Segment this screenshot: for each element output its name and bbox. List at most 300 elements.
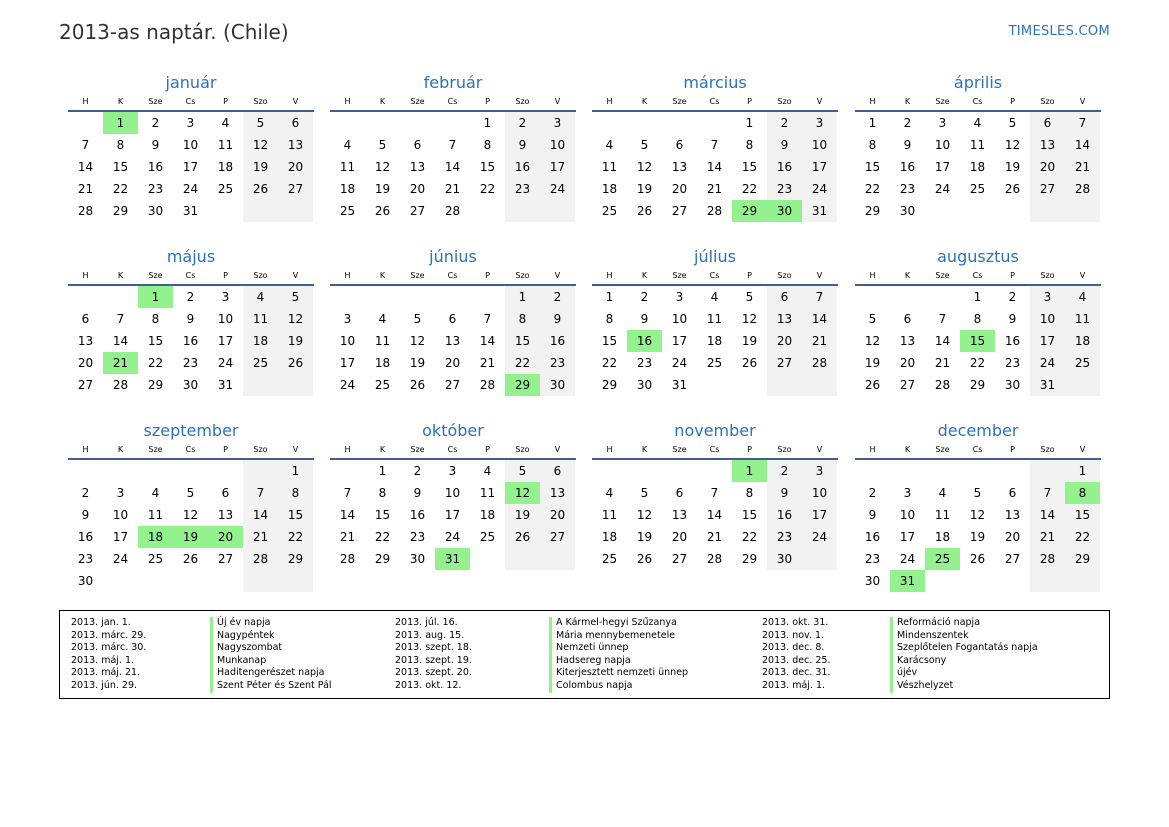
- day-cell: 24: [112, 552, 129, 566]
- weekday-label: Cs: [447, 97, 458, 106]
- day-cell: 19: [741, 334, 758, 348]
- week-row: [68, 482, 314, 504]
- weekday-header: [855, 94, 1101, 112]
- empty-day: [243, 570, 278, 592]
- day-cell: 26: [1004, 182, 1021, 196]
- empty-day: [243, 200, 278, 222]
- day-cell: 19: [505, 504, 540, 526]
- day-cell: 3: [116, 486, 125, 500]
- weekday-label: Cs: [972, 97, 983, 106]
- week-row: [330, 374, 576, 396]
- day-cell: 13: [671, 508, 688, 522]
- day-cell: 30: [182, 378, 199, 392]
- day-cell: 23: [636, 356, 653, 370]
- legend-holiday-name: Nagypéntek: [210, 630, 332, 643]
- empty-day: [627, 112, 662, 134]
- day-cell: 17: [182, 160, 199, 174]
- empty-day: [365, 286, 400, 308]
- weekday-label: V: [816, 445, 823, 454]
- weekday-label: V: [554, 445, 561, 454]
- day-cell: 27: [899, 378, 916, 392]
- day-cell: 29: [732, 200, 767, 222]
- day-cell: 9: [767, 134, 802, 156]
- day-cell: 9: [81, 508, 90, 522]
- day-cell: 22: [112, 182, 129, 196]
- day-cell: 30: [767, 548, 802, 570]
- legend-holiday-name: Kiterjesztett nemzeti ünnep: [549, 667, 688, 680]
- day-cell: 27: [671, 552, 688, 566]
- weekday-label: Cs: [709, 97, 720, 106]
- week-row: [592, 504, 838, 526]
- weekday-label: K: [641, 271, 648, 280]
- legend-date: 2013. júl. 16.: [395, 617, 458, 628]
- weekday-label: H: [344, 97, 351, 106]
- week-row: [68, 330, 314, 352]
- week-row: [68, 352, 314, 374]
- day-cell: 19: [636, 182, 653, 196]
- empty-day: [592, 112, 627, 134]
- day-cell: 26: [741, 356, 758, 370]
- day-cell: 10: [671, 312, 688, 326]
- day-cell: 14: [706, 160, 723, 174]
- week-row: [592, 526, 838, 548]
- day-cell: 17: [217, 334, 234, 348]
- weekday-label: Cs: [709, 271, 720, 280]
- week-row: [330, 200, 576, 222]
- day-cell: 2: [640, 290, 649, 304]
- day-cell: 29: [864, 204, 881, 218]
- day-cell: 30: [636, 378, 653, 392]
- day-cell: 4: [221, 116, 230, 130]
- day-cell: 20: [77, 356, 94, 370]
- day-cell: 11: [1065, 308, 1100, 330]
- weekday-label: K: [641, 445, 648, 454]
- month-január: [68, 72, 314, 222]
- day-cell: 13: [671, 160, 688, 174]
- week-row: [330, 548, 576, 570]
- day-cell: 3: [186, 116, 195, 130]
- weekday-label: V: [1079, 97, 1086, 106]
- empty-day: [400, 286, 435, 308]
- day-cell: 29: [147, 378, 164, 392]
- week-row: [592, 134, 838, 156]
- weekday-label: Sze: [935, 445, 950, 454]
- day-cell: 15: [741, 160, 758, 174]
- legend-date: 2013. dec. 31.: [762, 667, 831, 679]
- week-row: [855, 482, 1101, 504]
- weekday-label: Szo: [253, 445, 268, 454]
- day-cell: 9: [767, 482, 802, 504]
- weekday-label: Szo: [253, 97, 268, 106]
- day-cell: 1: [278, 460, 313, 482]
- day-cell: 22: [278, 526, 313, 548]
- day-cell: 10: [182, 138, 199, 152]
- weekday-label: Sze: [148, 445, 163, 454]
- day-cell: 11: [243, 308, 278, 330]
- day-cell: 21: [706, 182, 723, 196]
- day-cell: 27: [77, 378, 94, 392]
- week-row: [592, 156, 838, 178]
- week-row: [592, 374, 838, 396]
- empty-day: [505, 200, 540, 222]
- day-cell: 19: [1004, 160, 1021, 174]
- legend-date: 2013. dec. 8.: [762, 642, 825, 654]
- week-row: [592, 548, 838, 570]
- empty-day: [732, 374, 767, 396]
- day-cell: 11: [374, 334, 391, 348]
- day-cell: 20: [540, 504, 575, 526]
- empty-day: [330, 286, 365, 308]
- empty-day: [505, 548, 540, 570]
- day-cell: 18: [601, 530, 618, 544]
- day-cell: 4: [151, 486, 160, 500]
- legend-date: 2013. máj. 1.: [762, 679, 826, 691]
- day-cell: 12: [1004, 138, 1021, 152]
- day-cell: 17: [802, 504, 837, 526]
- day-cell: 25: [217, 182, 234, 196]
- empty-day: [68, 460, 103, 482]
- day-cell: 8: [868, 138, 877, 152]
- day-cell: 7: [243, 482, 278, 504]
- day-cell: 20: [671, 182, 688, 196]
- weekday-label: K: [904, 445, 911, 454]
- day-cell: 21: [243, 526, 278, 548]
- day-cell: 13: [1004, 508, 1021, 522]
- day-cell: 14: [1065, 134, 1100, 156]
- weekday-label: K: [117, 97, 124, 106]
- weekday-label: Szo: [515, 97, 530, 106]
- week-row: [592, 482, 838, 504]
- legend-holiday-name: Új év napja: [210, 617, 332, 630]
- day-cell: 11: [339, 160, 356, 174]
- day-cell: 27: [767, 352, 802, 374]
- day-cell: 1: [138, 286, 173, 308]
- day-cell: 28: [77, 204, 94, 218]
- day-cell: 18: [138, 526, 173, 548]
- day-cell: 28: [243, 548, 278, 570]
- day-cell: 20: [1004, 530, 1021, 544]
- empty-day: [802, 374, 837, 396]
- day-cell: 26: [182, 552, 199, 566]
- weekday-label: H: [869, 97, 876, 106]
- day-cell: 14: [934, 334, 951, 348]
- week-row: [855, 548, 1101, 570]
- weekday-label: Cs: [185, 97, 196, 106]
- day-cell: 18: [1065, 330, 1100, 352]
- day-cell: 10: [217, 312, 234, 326]
- empty-day: [470, 200, 505, 222]
- empty-day: [470, 548, 505, 570]
- day-cell: 18: [706, 334, 723, 348]
- weekday-label: Sze: [410, 271, 425, 280]
- empty-day: [278, 570, 313, 592]
- day-cell: 17: [444, 508, 461, 522]
- empty-day: [540, 548, 575, 570]
- weekday-label: K: [379, 97, 386, 106]
- day-cell: 31: [671, 378, 688, 392]
- weekday-label: Sze: [148, 97, 163, 106]
- day-cell: 12: [636, 508, 653, 522]
- day-cell: 8: [745, 486, 754, 500]
- day-cell: 25: [969, 182, 986, 196]
- weekday-label: V: [292, 97, 299, 106]
- legend-date: 2013. jan. 1.: [71, 617, 131, 628]
- day-cell: 18: [479, 508, 496, 522]
- day-cell: 3: [903, 486, 912, 500]
- day-cell: 24: [1030, 352, 1065, 374]
- day-cell: 25: [1065, 352, 1100, 374]
- week-row: [855, 374, 1101, 396]
- day-cell: 9: [186, 312, 195, 326]
- weekday-label: Sze: [410, 445, 425, 454]
- legend-holiday-name: Munkanap: [210, 655, 332, 668]
- day-cell: 13: [540, 482, 575, 504]
- day-cell: 26: [969, 552, 986, 566]
- weekday-label: Cs: [709, 445, 720, 454]
- day-cell: 25: [374, 378, 391, 392]
- day-cell: 6: [675, 138, 684, 152]
- empty-day: [208, 200, 243, 222]
- weekday-header: [68, 268, 314, 286]
- legend-holiday-name: Colombus napja: [549, 680, 688, 693]
- day-cell: 1: [973, 290, 982, 304]
- legend-holiday-name: Reformáció napja: [890, 617, 1038, 630]
- empty-day: [173, 570, 208, 592]
- empty-day: [103, 286, 138, 308]
- day-cell: 28: [706, 204, 723, 218]
- day-cell: 28: [444, 204, 461, 218]
- day-cell: 30: [77, 574, 94, 588]
- day-cell: 12: [374, 160, 391, 174]
- day-cell: 11: [706, 312, 723, 326]
- legend-names-column: [549, 617, 688, 693]
- day-cell: 17: [1030, 330, 1065, 352]
- day-cell: 20: [671, 530, 688, 544]
- weekday-label: V: [1079, 271, 1086, 280]
- month-name: január: [165, 73, 217, 92]
- empty-day: [138, 570, 173, 592]
- week-row: [592, 112, 838, 134]
- week-row: [592, 286, 838, 308]
- day-cell: 28: [112, 378, 129, 392]
- day-cell: 11: [934, 508, 951, 522]
- day-cell: 23: [505, 178, 540, 200]
- day-cell: 26: [505, 526, 540, 548]
- empty-day: [697, 374, 732, 396]
- empty-day: [995, 460, 1030, 482]
- day-cell: 1: [605, 290, 614, 304]
- day-cell: 6: [448, 312, 457, 326]
- empty-day: [138, 460, 173, 482]
- day-cell: 31: [217, 378, 234, 392]
- day-cell: 13: [899, 334, 916, 348]
- weekday-label: K: [904, 97, 911, 106]
- weekday-label: Cs: [185, 445, 196, 454]
- day-cell: 7: [938, 312, 947, 326]
- day-cell: 28: [339, 552, 356, 566]
- day-cell: 13: [278, 134, 313, 156]
- brand-link[interactable]: TIMESLES.COM: [1008, 24, 1110, 39]
- holiday-legend: [59, 610, 1110, 699]
- day-cell: 16: [864, 530, 881, 544]
- day-cell: 5: [186, 486, 195, 500]
- day-cell: 5: [745, 290, 754, 304]
- day-cell: 4: [605, 138, 614, 152]
- day-cell: 31: [802, 200, 837, 222]
- day-cell: 11: [601, 160, 618, 174]
- day-cell: 6: [1008, 486, 1017, 500]
- week-row: [68, 548, 314, 570]
- day-cell: 4: [710, 290, 719, 304]
- day-cell: 24: [217, 356, 234, 370]
- empty-day: [173, 460, 208, 482]
- empty-day: [400, 112, 435, 134]
- empty-day: [802, 548, 837, 570]
- weekday-label: K: [379, 445, 386, 454]
- month-október: [330, 420, 576, 570]
- week-row: [592, 352, 838, 374]
- day-cell: 14: [479, 334, 496, 348]
- day-cell: 26: [636, 552, 653, 566]
- day-cell: 6: [81, 312, 90, 326]
- day-cell: 21: [77, 182, 94, 196]
- empty-day: [960, 570, 995, 592]
- day-cell: 14: [1030, 504, 1065, 526]
- weekday-label: Szo: [777, 97, 792, 106]
- day-cell: 6: [1030, 112, 1065, 134]
- legend-holiday-name: Szeplőtelen Fogantatás napja: [890, 642, 1038, 655]
- month-június: [330, 246, 576, 396]
- legend-date: 2013. szept. 19.: [395, 654, 472, 666]
- day-cell: 9: [540, 308, 575, 330]
- day-cell: 11: [601, 508, 618, 522]
- day-cell: 25: [601, 552, 618, 566]
- week-row: [68, 178, 314, 200]
- day-cell: 10: [339, 334, 356, 348]
- empty-day: [767, 374, 802, 396]
- empty-day: [995, 200, 1030, 222]
- day-cell: 14: [112, 334, 129, 348]
- day-cell: 28: [1030, 548, 1065, 570]
- day-cell: 21: [103, 352, 138, 374]
- legend-date: 2013. jún. 29.: [71, 679, 138, 691]
- legend-holiday-name: újév: [890, 667, 1038, 680]
- legend-holiday-name: Mindenszentek: [890, 630, 1038, 643]
- day-cell: 19: [173, 526, 208, 548]
- week-row: [855, 308, 1101, 330]
- day-cell: 5: [973, 486, 982, 500]
- week-row: [592, 460, 838, 482]
- weekday-header: [592, 268, 838, 286]
- day-cell: 15: [278, 504, 313, 526]
- weekday-label: P: [747, 97, 752, 106]
- empty-day: [68, 112, 103, 134]
- day-cell: 4: [605, 486, 614, 500]
- day-cell: 5: [278, 286, 313, 308]
- weekday-label: K: [641, 97, 648, 106]
- week-row: [330, 286, 576, 308]
- week-row: [68, 200, 314, 222]
- weekday-label: V: [1079, 445, 1086, 454]
- day-cell: 7: [116, 312, 125, 326]
- day-cell: 1: [505, 286, 540, 308]
- weekday-label: K: [117, 271, 124, 280]
- empty-day: [960, 460, 995, 482]
- day-cell: 17: [934, 160, 951, 174]
- day-cell: 7: [802, 286, 837, 308]
- day-cell: 11: [479, 486, 496, 500]
- weekday-label: Cs: [185, 271, 196, 280]
- empty-day: [697, 460, 732, 482]
- day-cell: 30: [540, 374, 575, 396]
- month-name: július: [694, 247, 736, 266]
- day-cell: 15: [864, 160, 881, 174]
- day-cell: 23: [147, 182, 164, 196]
- legend-holiday-name: Nagyszombat: [210, 642, 332, 655]
- day-cell: 8: [378, 486, 387, 500]
- day-cell: 19: [636, 530, 653, 544]
- weekday-label: P: [485, 445, 490, 454]
- day-cell: 29: [505, 374, 540, 396]
- day-cell: 22: [969, 356, 986, 370]
- weekday-label: V: [816, 97, 823, 106]
- day-cell: 2: [767, 460, 802, 482]
- week-row: [68, 112, 314, 134]
- day-cell: 29: [969, 378, 986, 392]
- weekday-header: [330, 442, 576, 460]
- day-cell: 3: [540, 112, 575, 134]
- day-cell: 24: [182, 182, 199, 196]
- empty-day: [627, 460, 662, 482]
- day-cell: 19: [409, 356, 426, 370]
- day-cell: 9: [151, 138, 160, 152]
- week-row: [855, 286, 1101, 308]
- empty-day: [697, 112, 732, 134]
- weekday-label: Cs: [972, 271, 983, 280]
- week-row: [592, 330, 838, 352]
- empty-day: [890, 460, 925, 482]
- week-row: [68, 570, 314, 592]
- legend-date: 2013. máj. 1.: [71, 654, 135, 666]
- day-cell: 18: [601, 182, 618, 196]
- legend-date: 2013. okt. 12.: [395, 679, 462, 691]
- day-cell: 1: [483, 116, 492, 130]
- month-name: május: [166, 247, 216, 266]
- day-cell: 25: [706, 356, 723, 370]
- day-cell: 25: [147, 552, 164, 566]
- empty-day: [330, 112, 365, 134]
- day-cell: 7: [81, 138, 90, 152]
- weekday-label: Cs: [972, 445, 983, 454]
- day-cell: 16: [767, 504, 802, 526]
- day-cell: 16: [627, 330, 662, 352]
- empty-day: [470, 286, 505, 308]
- day-cell: 16: [182, 334, 199, 348]
- weekday-label: H: [344, 445, 351, 454]
- day-cell: 6: [540, 460, 575, 482]
- day-cell: 15: [479, 160, 496, 174]
- month-name: november: [674, 421, 756, 440]
- day-cell: 5: [243, 112, 278, 134]
- week-row: [68, 460, 314, 482]
- day-cell: 10: [899, 508, 916, 522]
- day-cell: 7: [448, 138, 457, 152]
- month-name: június: [429, 247, 477, 266]
- weekday-label: P: [747, 445, 752, 454]
- day-cell: 13: [444, 334, 461, 348]
- day-cell: 4: [938, 486, 947, 500]
- day-cell: 28: [706, 552, 723, 566]
